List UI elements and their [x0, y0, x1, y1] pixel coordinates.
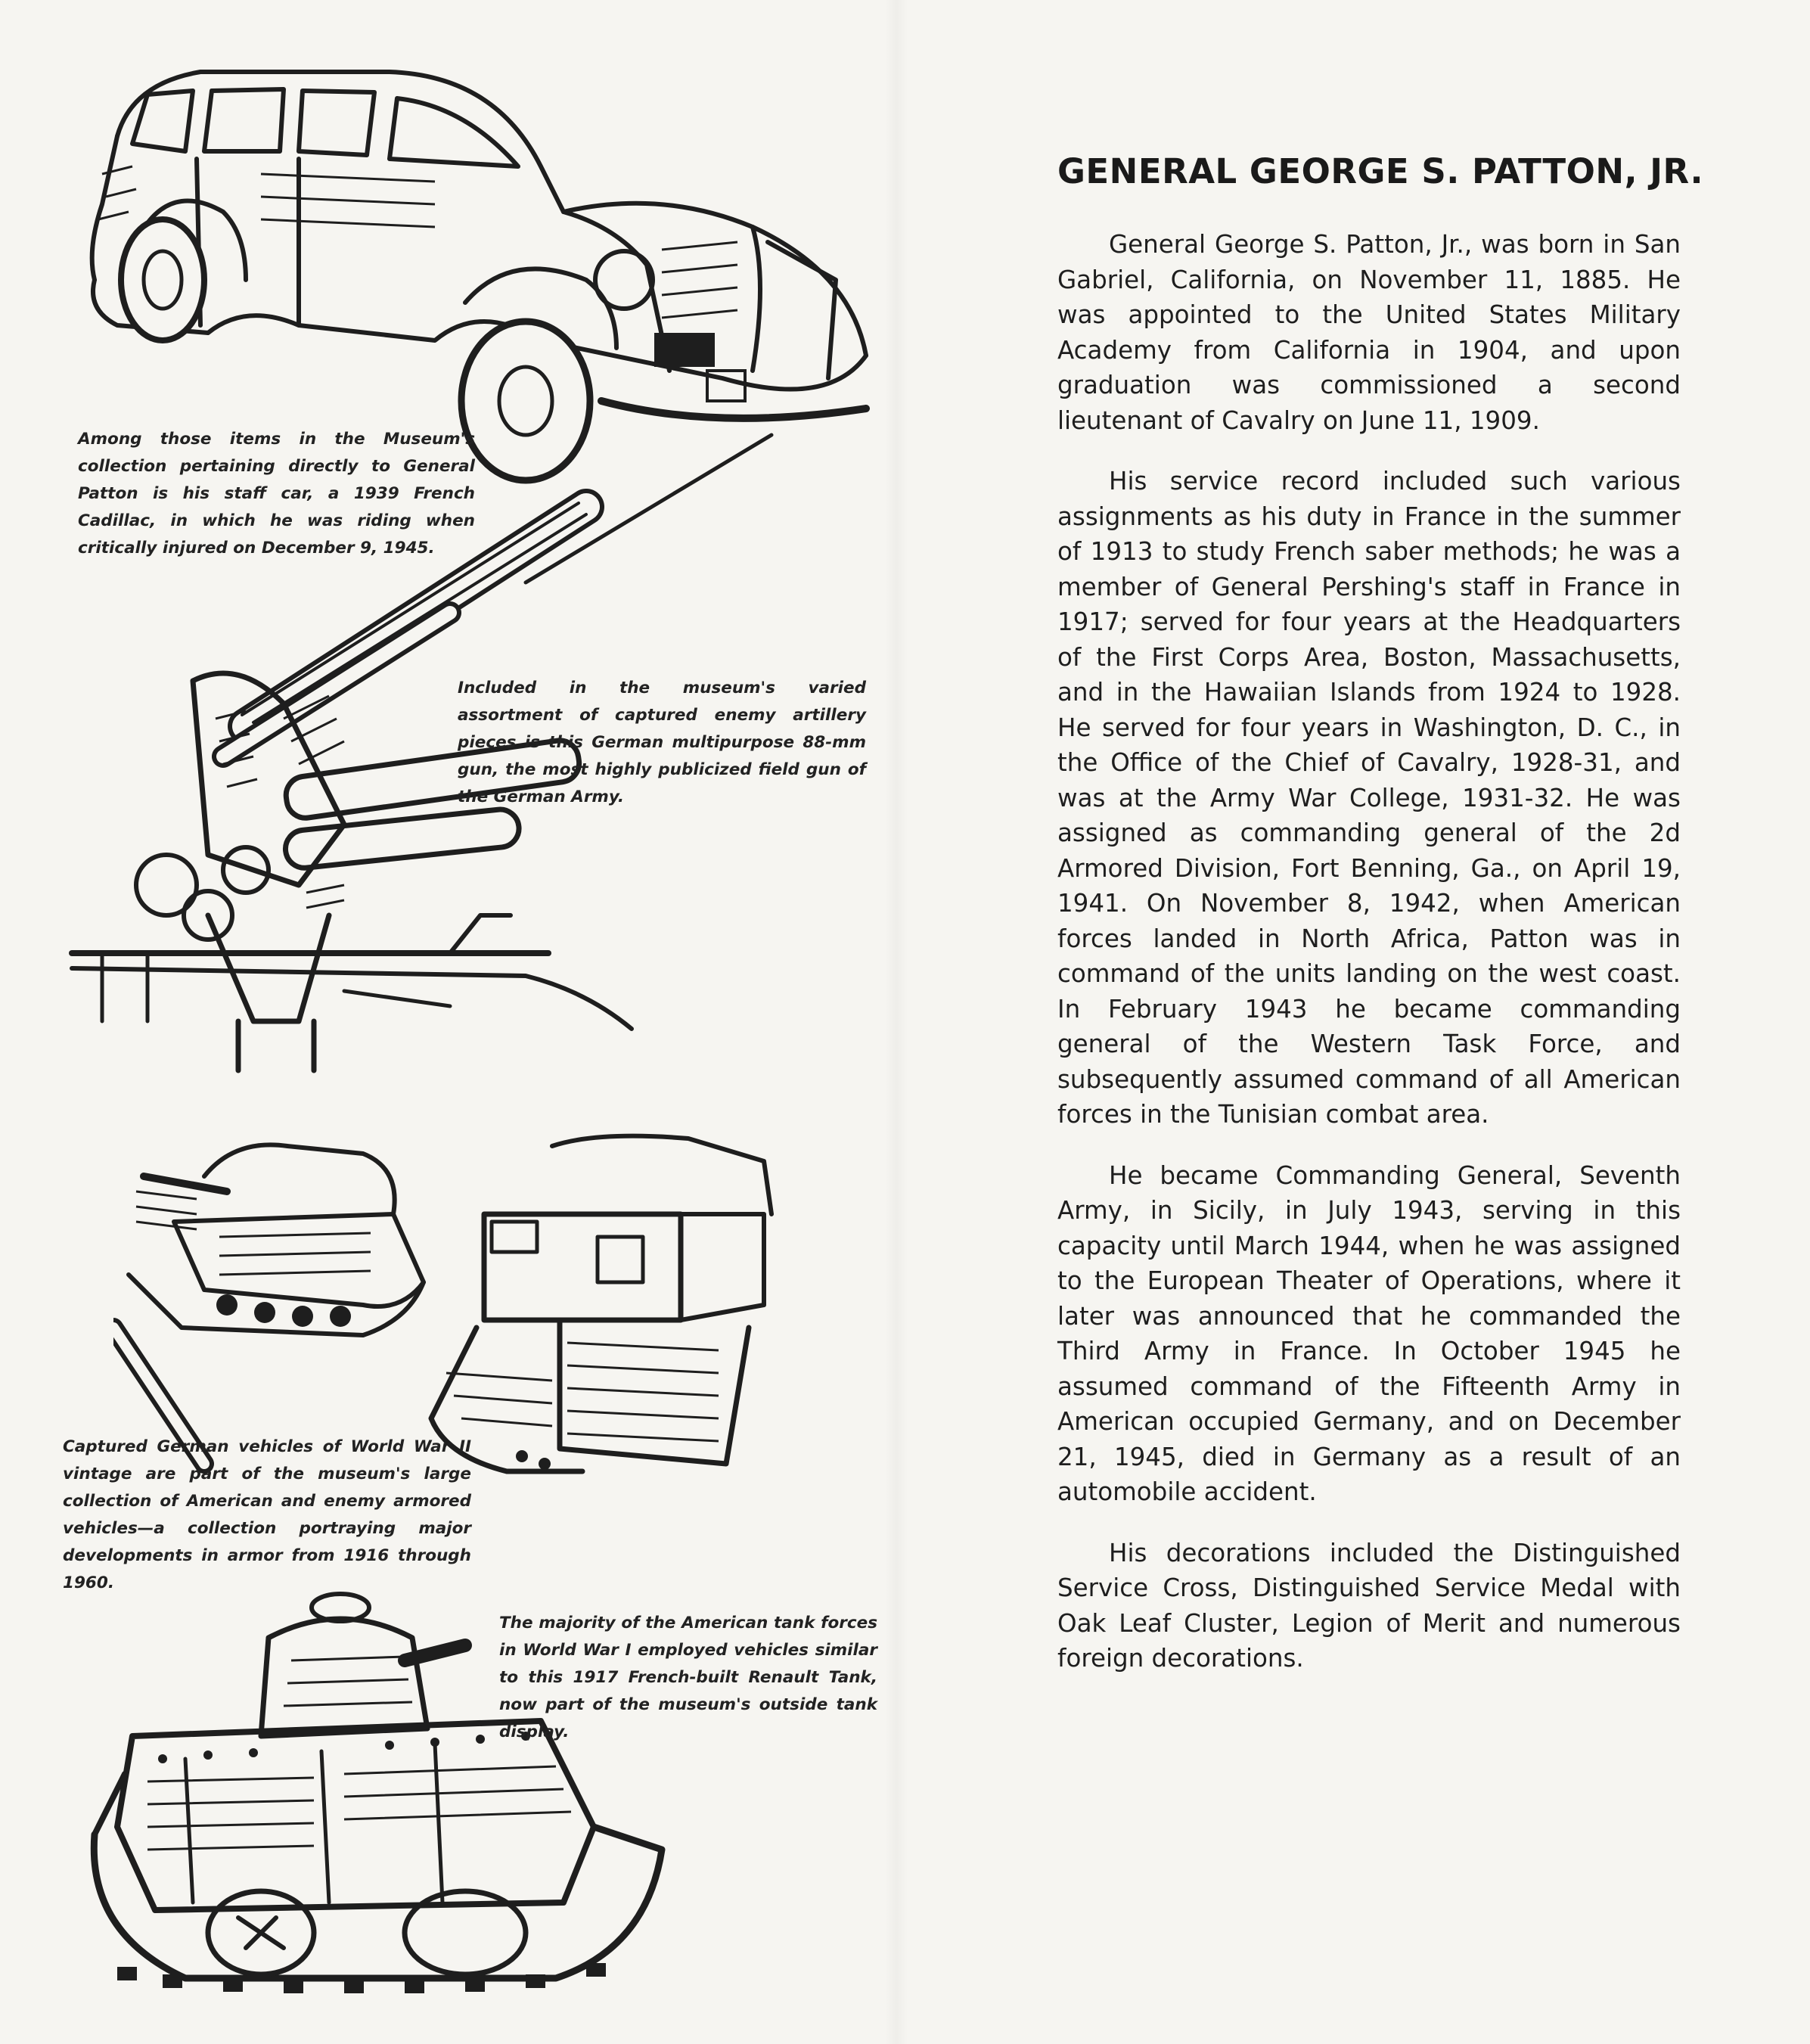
article-title: GENERAL GEORGE S. PATTON, JR. — [1057, 151, 1704, 191]
article-paragraph-service: His service record included such various assignments as his duty in France in the summer of 1913 to study French saber methods; he was a member of General Pershing's staff in France in 1917; served for four years at the Headquarters of the First Corps Area, Boston, Massachusetts, and in the Hawaiian Islands from 1924 to 1928. He served for four years in Washington, D. C., in the Office of the Chief of Cavalry, 1928-31, and was at the Army War College, 1931-32. He was assigned as commanding general of the 2d Armored Division, Fort Benning, Ga., on April 19, 1941. On November 8, 1942, when American forces landed in North Africa, Patton was in command of the units landing on the west coast. In February 1943 he became commanding general of the Western Task Force, and subsequently assumed command of all American forces in the Tunisian combat area. — [1057, 467, 1681, 1129]
article-paragraph-birth: General George S. Patton, Jr., was born in San Gabriel, California, on November 11, 1885. He was appointed to the United States Military Academy from California in 1904, and upon graduation was commissioned a second lieutenant of Cavalry on June 11, 1909. — [1057, 230, 1681, 435]
article-paragraph-command: He became Commanding General, Seventh Army, in Sicily, in July 1943, serving in this capacity until March 1944, when he was assigned to the European Theater of Operations, where it later was announced that he commanded the Third Army in France. In October 1945 he assumed command of the Fifteenth Army in American occupied Germany, and on December 21, 1945, died in Germany as a result of an automobile accident. — [1057, 1160, 1681, 1506]
staff-car-caption: Among those items in the Museum's collection pertaining directly to General Patton is his staff car, a 1939 French Cadillac, in which he was riding when critically injured on December 9, 1945. — [78, 430, 475, 558]
german-vehicles-illustration — [113, 1131, 794, 1479]
artillery-caption: Included in the museum's varied assortment of captured enemy artillery pieces is this German multipurpose 88-mm gun, the most highly publicized field gun of the German Army. — [458, 679, 866, 806]
german-vehicles-caption: Captured German vehicles of World War II vintage are part of the museum's large collection of American and enemy armored vehicles—a collection portraying major developments in armor from 1916 through 1960. — [63, 1437, 471, 1592]
staff-car-illustration — [72, 53, 889, 484]
article-body — [1057, 227, 1681, 1702]
article-paragraph-decorations: His decorations included the Distinguished Service Cross, Distinguished Service Medal with Oak Leaf Cluster, Legion of Merit and numerous foreign decorations. — [1057, 1538, 1681, 1673]
renault-tank-caption: The majority of the American tank forces in World War I employed vehicles similar to this 1917 French-built Renault Tank, now part of the museum's outside tank display. — [499, 1614, 877, 1741]
